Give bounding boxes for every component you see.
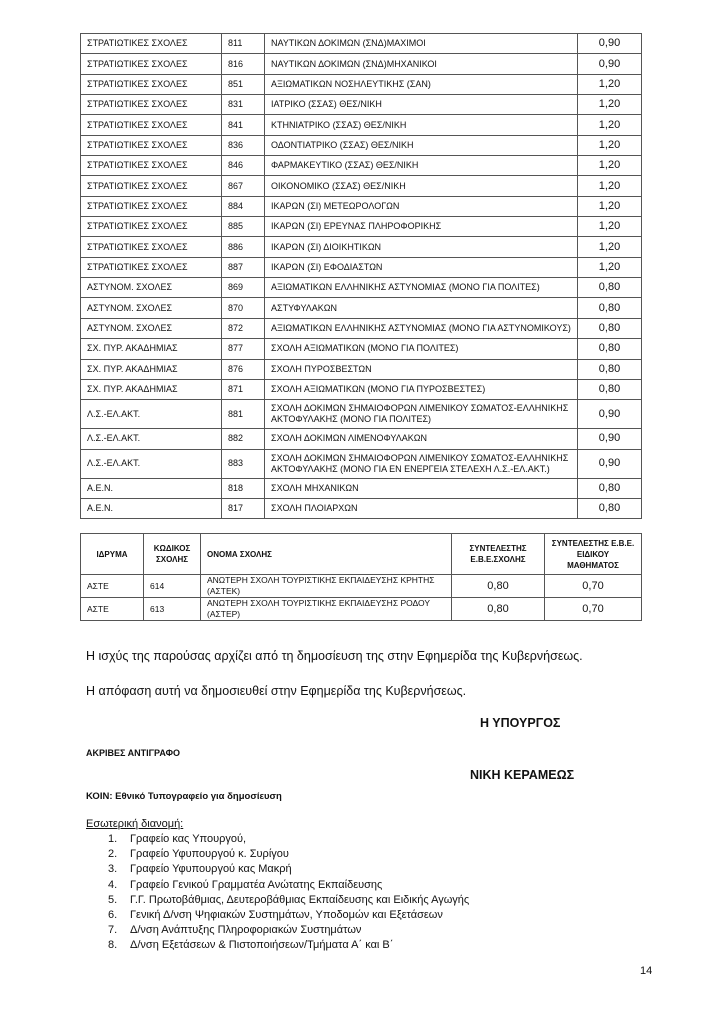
list-item-text: Δ/νση Εξετάσεων & Πιστοποιήσεων/Τμήματα Α΄ και Β΄ <box>130 939 394 952</box>
cell-coefficient: 0,80 <box>578 359 642 379</box>
list-item-text: Δ/νση Ανάπτυξης Πληροφοριακών Συστημάτων <box>130 924 362 937</box>
cell-code: 885 <box>222 217 265 237</box>
cell-school: ΣΧΟΛΗ ΑΞΙΩΜΑΤΙΚΩΝ (ΜΟΝΟ ΓΙΑ ΠΥΡΟΣΒΕΣΤΕΣ) <box>265 379 578 399</box>
cell-institution: Α.Ε.Ν. <box>81 498 222 518</box>
list-item <box>108 938 469 953</box>
cell-code: 871 <box>222 379 265 399</box>
list-item <box>108 878 469 893</box>
cell-institution: ΣΤΡΑΤΙΩΤΙΚΕΣ ΣΧΟΛΕΣ <box>81 237 222 257</box>
cell-special-coefficient: 0,70 <box>545 598 642 621</box>
list-item-text: Γραφείο κας Υπουργού, <box>130 833 247 845</box>
cell-institution: ΣΤΡΑΤΙΩΤΙΚΕΣ ΣΧΟΛΕΣ <box>81 115 222 135</box>
list-item-number: 4. <box>108 878 118 891</box>
table-row <box>81 115 642 135</box>
table-row <box>81 156 642 176</box>
cell-institution: ΣΤΡΑΤΙΩΤΙΚΕΣ ΣΧΟΛΕΣ <box>81 54 222 74</box>
list-item <box>108 832 469 847</box>
cell-school: ΣΧΟΛΗ ΑΞΙΩΜΑΤΙΚΩΝ (ΜΟΝΟ ΓΙΑ ΠΟΛΙΤΕΣ) <box>265 339 578 359</box>
cell-code: 882 <box>222 429 265 449</box>
cell-code: 613 <box>144 598 201 621</box>
cell-coefficient: 1,20 <box>578 156 642 176</box>
cell-school: ΦΑΡΜΑΚΕΥΤΙΚΟ (ΣΣΑΣ) ΘΕΣ/ΝΙΚΗ <box>265 156 578 176</box>
cell-institution: ΑΣΤΕ <box>81 575 144 598</box>
cell-institution: Α.Ε.Ν. <box>81 478 222 498</box>
cell-institution: ΣΤΡΑΤΙΩΤΙΚΕΣ ΣΧΟΛΕΣ <box>81 257 222 277</box>
list-item-number: 6. <box>108 908 118 921</box>
cell-code: 876 <box>222 359 265 379</box>
cell-school: ΑΣΤΥΦΥΛΑΚΩΝ <box>265 298 578 318</box>
table-row <box>81 74 642 94</box>
table-row <box>81 400 642 429</box>
cell-coefficient: 0,80 <box>578 298 642 318</box>
list-item <box>108 908 469 923</box>
cell-institution: Λ.Σ.-ΕΛ.ΑΚΤ. <box>81 449 222 478</box>
cell-school: ΣΧΟΛΗ ΠΛΟΙΑΡΧΩΝ <box>265 498 578 518</box>
cell-code: 881 <box>222 400 265 429</box>
cell-coefficient: 0,80 <box>578 498 642 518</box>
cell-coefficient: 1,20 <box>578 237 642 257</box>
cell-school: ΟΔΟΝΤΙΑΤΡΙΚΟ (ΣΣΑΣ) ΘΕΣ/ΝΙΚΗ <box>265 135 578 155</box>
cell-special-coefficient: 0,70 <box>545 575 642 598</box>
cell-code: 811 <box>222 34 265 54</box>
cell-school: ΑΞΙΩΜΑΤΙΚΩΝ ΕΛΛΗΝΙΚΗΣ ΑΣΤΥΝΟΜΙΑΣ (ΜΟΝΟ ΓΙΑ ΠΟΛΙΤΕΣ) <box>265 278 578 298</box>
cell-coefficient: 0,80 <box>452 575 545 598</box>
cell-coefficient: 0,90 <box>578 429 642 449</box>
list-item-number: 5. <box>108 893 118 906</box>
publication-paragraph: Η απόφαση αυτή να δημοσιευθεί στην Εφημερίδα της Κυβερνήσεως. <box>86 684 467 698</box>
cell-coefficient: 0,80 <box>578 278 642 298</box>
cell-coefficient: 1,20 <box>578 115 642 135</box>
cell-institution: ΑΣΤΕ <box>81 598 144 621</box>
cell-code: 846 <box>222 156 265 176</box>
list-item-number: 1. <box>108 833 118 845</box>
cell-school: ΟΙΚΟΝΟΜΙΚΟ (ΣΣΑΣ) ΘΕΣ/ΝΙΚΗ <box>265 176 578 196</box>
cell-school: ΚΤΗΝΙΑΤΡΙΚΟ (ΣΣΑΣ) ΘΕΣ/ΝΙΚΗ <box>265 115 578 135</box>
exact-copy-label: ΑΚΡΙΒΕΣ ΑΝΤΙΓΡΑΦΟ <box>86 748 180 758</box>
cell-school: ΑΝΩΤΕΡΗ ΣΧΟΛΗ ΤΟΥΡΙΣΤΙΚΗΣ ΕΚΠΑΙΔΕΥΣΗΣ ΚΡΗΤΗΣ (ΑΣΤΕΚ) <box>201 575 452 598</box>
cell-code: 816 <box>222 54 265 74</box>
list-item-text: Γραφείο Γενικού Γραμματέα Ανώτατης Εκπαίδευσης <box>130 878 383 891</box>
cell-institution: ΣΧ. ΠΥΡ. ΑΚΑΔΗΜΙΑΣ <box>81 359 222 379</box>
header-special-coefficient: ΣΥΝΤΕΛΕΣΤΗΣ Ε.Β.Ε. ΕΙΔΙΚΟΥ ΜΑΘΗΜΑΤΟΣ <box>545 534 642 575</box>
list-item-text: Γ.Γ. Πρωτοβάθμιας, Δευτεροβάθμιας Εκπαίδευσης και Ειδικής Αγωγής <box>130 893 470 906</box>
header-school-code: ΚΩΔΙΚΟΣ ΣΧΟΛΗΣ <box>144 534 201 575</box>
list-item-number: 7. <box>108 924 118 937</box>
cell-school: ΙΚΑΡΩΝ (ΣΙ) ΕΦΟΔΙΑΣΤΩΝ <box>265 257 578 277</box>
cell-code: 867 <box>222 176 265 196</box>
cell-code: 870 <box>222 298 265 318</box>
cell-code: 836 <box>222 135 265 155</box>
cell-institution: ΣΤΡΑΤΙΩΤΙΚΕΣ ΣΧΟΛΕΣ <box>81 74 222 94</box>
cell-school: ΑΝΩΤΕΡΗ ΣΧΟΛΗ ΤΟΥΡΙΣΤΙΚΗΣ ΕΚΠΑΙΔΕΥΣΗΣ ΡΟΔΟΥ (ΑΣΤΕΡ) <box>201 598 452 621</box>
cell-institution: ΣΤΡΑΤΙΩΤΙΚΕΣ ΣΧΟΛΕΣ <box>81 34 222 54</box>
page-number: 14 <box>640 965 653 977</box>
cell-institution: ΑΣΤΥΝΟΜ. ΣΧΟΛΕΣ <box>81 318 222 338</box>
cell-coefficient: 0,80 <box>578 318 642 338</box>
cell-institution: ΣΧ. ΠΥΡ. ΑΚΑΔΗΜΙΑΣ <box>81 379 222 399</box>
cell-school: ΙΚΑΡΩΝ (ΣΙ) ΜΕΤΕΩΡΟΛΟΓΩΝ <box>265 196 578 216</box>
cell-school: ΑΞΙΩΜΑΤΙΚΩΝ ΕΛΛΗΝΙΚΗΣ ΑΣΤΥΝΟΜΙΑΣ (ΜΟΝΟ ΓΙΑ ΑΣΤΥΝΟΜΙΚΟΥΣ) <box>265 318 578 338</box>
cell-coefficient: 0,80 <box>578 379 642 399</box>
distribution-title: Εσωτερική διανομή: <box>86 818 184 830</box>
table-row <box>81 54 642 74</box>
cell-school: ΙΚΑΡΩΝ (ΣΙ) ΔΙΟΙΚΗΤΙΚΩΝ <box>265 237 578 257</box>
cell-school: ΣΧΟΛΗ ΜΗΧΑΝΙΚΩΝ <box>265 478 578 498</box>
cell-coefficient: 1,20 <box>578 135 642 155</box>
cell-institution: ΑΣΤΥΝΟΜ. ΣΧΟΛΕΣ <box>81 278 222 298</box>
cell-code: 869 <box>222 278 265 298</box>
table-row <box>81 318 642 338</box>
cell-school: ΣΧΟΛΗ ΔΟΚΙΜΩΝ ΣΗΜΑΙΟΦΟΡΩΝ ΛΙΜΕΝΙΚΟΥ ΣΩΜΑΤΟΣ-ΕΛΛΗΝΙΚΗΣ ΑΚΤΟΦΥΛΑΚΗΣ (ΜΟΝΟ ΓΙΑ ΕΝ ΕΝΕΡΓΕΙΑ ΣΤΕΛΕΧΗ Λ.Σ.-ΕΛ.ΑΚΤ.) <box>265 449 578 478</box>
list-item-number: 3. <box>108 863 118 876</box>
table-row <box>81 34 642 54</box>
cell-coefficient: 0,80 <box>578 478 642 498</box>
list-item <box>108 893 469 908</box>
cell-school: ΑΞΙΩΜΑΤΙΚΩΝ ΝΟΣΗΛΕΥΤΙΚΗΣ (ΣΑΝ) <box>265 74 578 94</box>
list-item-text: Γραφείο Υφυπουργού κας Μακρή <box>130 863 292 876</box>
cell-school: ΣΧΟΛΗ ΠΥΡΟΣΒΕΣΤΩΝ <box>265 359 578 379</box>
table-row <box>81 298 642 318</box>
cell-code: 818 <box>222 478 265 498</box>
table-row <box>81 598 642 621</box>
table-row <box>81 478 642 498</box>
list-item <box>108 847 469 862</box>
coefficients-table-body <box>81 34 642 519</box>
table-row <box>81 359 642 379</box>
cell-institution: ΣΤΡΑΤΙΩΤΙΚΕΣ ΣΧΟΛΕΣ <box>81 135 222 155</box>
cell-coefficient: 1,20 <box>578 257 642 277</box>
cell-coefficient: 1,20 <box>578 176 642 196</box>
effective-date-paragraph: Η ισχύς της παρούσας αρχίζει από τη δημοσίευση της στην Εφημερίδα της Κυβερνήσεως. <box>86 649 583 663</box>
cell-school: ΙΑΤΡΙΚΟ (ΣΣΑΣ) ΘΕΣ/ΝΙΚΗ <box>265 95 578 115</box>
cell-institution: Λ.Σ.-ΕΛ.ΑΚΤ. <box>81 400 222 429</box>
cell-coefficient: 1,20 <box>578 95 642 115</box>
table-row <box>81 339 642 359</box>
cell-code: 831 <box>222 95 265 115</box>
cell-coefficient: 0,90 <box>578 400 642 429</box>
cell-school: ΣΧΟΛΗ ΔΟΚΙΜΩΝ ΛΙΜΕΝΟΦΥΛΑΚΩΝ <box>265 429 578 449</box>
table-row <box>81 429 642 449</box>
table-row <box>81 498 642 518</box>
cell-institution: ΣΤΡΑΤΙΩΤΙΚΕΣ ΣΧΟΛΕΣ <box>81 176 222 196</box>
header-school-name: ΟΝΟΜΑ ΣΧΟΛΗΣ <box>201 534 452 575</box>
koin-line: ΚΟΙΝ: Εθνικό Τυπογραφείο για δημοσίευση <box>86 791 282 802</box>
table-row <box>81 278 642 298</box>
table-row <box>81 449 642 478</box>
cell-institution: ΣΤΡΑΤΙΩΤΙΚΕΣ ΣΧΟΛΕΣ <box>81 196 222 216</box>
table-row <box>81 95 642 115</box>
cell-school: ΙΚΑΡΩΝ (ΣΙ) ΕΡΕΥΝΑΣ ΠΛΗΡΟΦΟΡΙΚΗΣ <box>265 217 578 237</box>
list-item-number: 2. <box>108 848 118 861</box>
cell-code: 887 <box>222 257 265 277</box>
cell-code: 614 <box>144 575 201 598</box>
cell-code: 872 <box>222 318 265 338</box>
cell-institution: ΣΤΡΑΤΙΩΤΙΚΕΣ ΣΧΟΛΕΣ <box>81 217 222 237</box>
table-row <box>81 575 642 598</box>
cell-school: ΝΑΥΤΙΚΩΝ ΔΟΚΙΜΩΝ (ΣΝΔ)ΜΗΧΑΝΙΚΟΙ <box>265 54 578 74</box>
cell-institution: ΣΤΡΑΤΙΩΤΙΚΕΣ ΣΧΟΛΕΣ <box>81 95 222 115</box>
cell-coefficient: 1,20 <box>578 74 642 94</box>
minister-title: Η ΥΠΟΥΡΓΟΣ <box>480 716 561 730</box>
cell-institution: ΣΤΡΑΤΙΩΤΙΚΕΣ ΣΧΟΛΕΣ <box>81 156 222 176</box>
cell-code: 877 <box>222 339 265 359</box>
minister-name: ΝΙΚΗ ΚΕΡΑΜΕΩΣ <box>470 768 575 782</box>
cell-school: ΝΑΥΤΙΚΩΝ ΔΟΚΙΜΩΝ (ΣΝΔ)ΜΑΧΙΜΟΙ <box>265 34 578 54</box>
header-institution: ΙΔΡΥΜΑ <box>81 534 144 575</box>
cell-code: 884 <box>222 196 265 216</box>
cell-institution: ΣΧ. ΠΥΡ. ΑΚΑΔΗΜΙΑΣ <box>81 339 222 359</box>
coefficients-table <box>80 33 642 519</box>
list-item-number: 8. <box>108 939 118 952</box>
cell-institution: ΑΣΤΥΝΟΜ. ΣΧΟΛΕΣ <box>81 298 222 318</box>
table-row <box>81 217 642 237</box>
cell-code: 817 <box>222 498 265 518</box>
cell-coefficient: 0,90 <box>578 54 642 74</box>
table-row <box>81 135 642 155</box>
tourism-schools-table <box>80 533 642 621</box>
header-coefficient: ΣΥΝΤΕΛΕΣΤΗΣ Ε.Β.Ε.ΣΧΟΛΗΣ <box>452 534 545 575</box>
cell-coefficient: 0,90 <box>578 34 642 54</box>
cell-coefficient: 0,90 <box>578 449 642 478</box>
cell-code: 841 <box>222 115 265 135</box>
cell-coefficient: 1,20 <box>578 196 642 216</box>
list-item <box>108 862 469 877</box>
table-row <box>81 257 642 277</box>
distribution-list <box>108 832 469 954</box>
cell-code: 883 <box>222 449 265 478</box>
table-row <box>81 237 642 257</box>
cell-code: 851 <box>222 74 265 94</box>
list-item-text: Γραφείο Υφυπουργού κ. Συρίγου <box>130 848 289 861</box>
list-item-text: Γενική Δ/νση Ψηφιακών Συστημάτων, Υποδομών και Εξετάσεων <box>130 908 443 921</box>
table-row <box>81 379 642 399</box>
cell-coefficient: 0,80 <box>578 339 642 359</box>
cell-institution: Λ.Σ.-ΕΛ.ΑΚΤ. <box>81 429 222 449</box>
table-header-row <box>81 534 642 575</box>
table-row <box>81 196 642 216</box>
cell-code: 886 <box>222 237 265 257</box>
cell-coefficient: 0,80 <box>452 598 545 621</box>
cell-coefficient: 1,20 <box>578 217 642 237</box>
list-item <box>108 923 469 938</box>
cell-school: ΣΧΟΛΗ ΔΟΚΙΜΩΝ ΣΗΜΑΙΟΦΟΡΩΝ ΛΙΜΕΝΙΚΟΥ ΣΩΜΑΤΟΣ-ΕΛΛΗΝΙΚΗΣ ΑΚΤΟΦΥΛΑΚΗΣ (ΜΟΝΟ ΓΙΑ ΠΟΛΙΤΕΣ) <box>265 400 578 429</box>
table-row <box>81 176 642 196</box>
